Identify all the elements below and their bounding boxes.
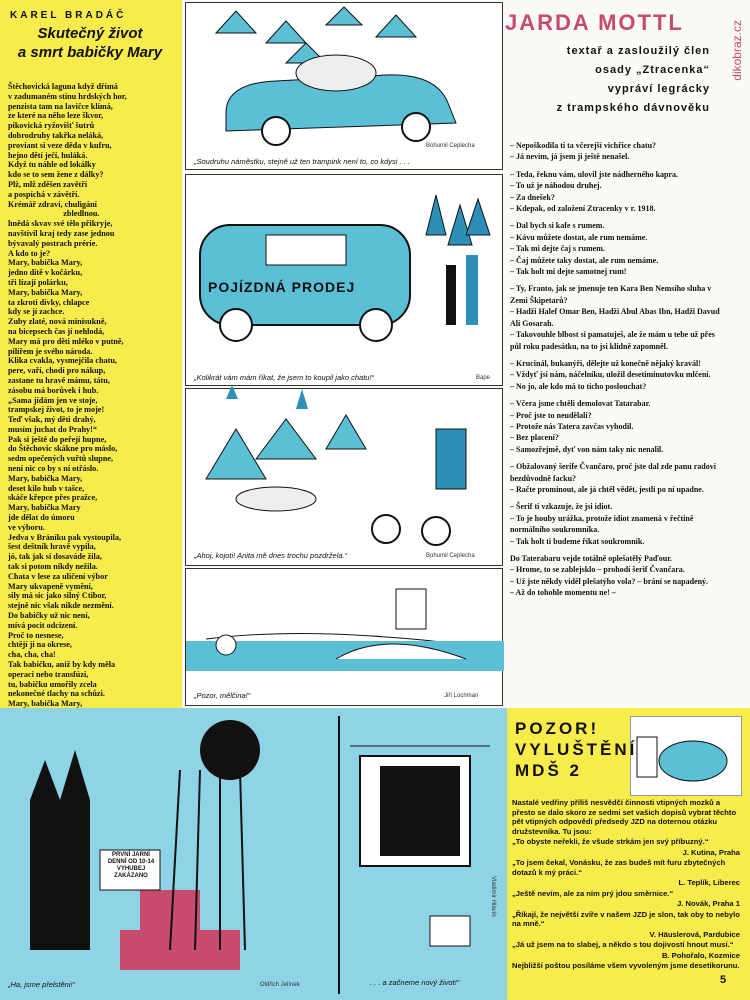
poem-line: na bicepsech čas jí nehlodá, xyxy=(8,326,105,336)
poem-line: dobrodruhy takřka neláká, xyxy=(8,130,104,140)
poem-line: „Sama jídám jen ve stoje, xyxy=(8,395,98,405)
poem-line: Chata v lese za uličení výbor xyxy=(8,571,108,581)
poem-line: není nic co by s ní otřáslo. xyxy=(8,464,99,474)
poem-line: skáče křepce přes pražce, xyxy=(8,493,98,503)
poem-line: hnědá skvav své tělo přikryje, xyxy=(8,219,113,229)
poem-line: zbledlnou. xyxy=(8,209,100,219)
cartoon-4-caption: „Pozor, mělčina!“ xyxy=(194,691,251,700)
joke: – Nepoškodila ti ta včerejší vichřice chatu? – Já nevím, já jsem ji ještě nenašel. xyxy=(510,141,657,162)
poem-line: Mary, babička Mary, xyxy=(8,258,83,268)
poem-line: Teď však, mý děti drahý, xyxy=(8,415,96,425)
cartoon-1-caption: „Soudruhu náměstku, stejně už ten trampink není to, co kdysi . . . xyxy=(194,157,410,166)
poem-line: stejně nic však nikde nezmění. xyxy=(8,601,114,611)
poem-line: Mary ukvapeně vymění, xyxy=(8,581,93,591)
poem-line: Mary má pro děti mléko v putně, xyxy=(8,336,124,346)
pozor-paragraph: Nastalé vedřiny příliš nesvědčí činnosti vtipných mozků a přesto se dalo skoro ze sedmi set vašich dopisů vybrat těchto pět vtipných odpovědí předsedy JZD na doternou otázku družstevníka. Tu jsou: xyxy=(512,798,737,836)
poem-line: ta zkrotí dívky, chlapce xyxy=(8,297,90,307)
joke: – Ty, Franto, jak se jmenuje ten Kara Ben Nemsího sluha v Zemi Škipetarů? – Hadži Halef Omar Ben, Hadži Abul Abas Ibn, Hadži Davud Ali Gosarah. – Takovouhle blbost si pamatuješ, ale že mám u tebe už přes půl roku padesátku, na to jsi klidně zapomněl. xyxy=(510,284,720,351)
poem-line: kdo se to sem žene z dálky? xyxy=(8,170,104,180)
poem-line: šest deštník hravě vypila, xyxy=(8,542,96,552)
cartoon-3-caption: „Ahoj, kojoti! Anita mě dnes trochu pozdržela.“ xyxy=(194,551,348,560)
poem-line: Plž, mlž zděšen zavětří xyxy=(8,179,88,189)
pozor-paragraph: „Ještě nevím, ale za ním prý jdou směrnice.“ xyxy=(512,888,674,898)
poem-line: tu, babičku umořily zcela xyxy=(8,679,97,689)
poem-line: v zadumaném stínu hrdských hor, xyxy=(8,91,127,101)
pozor-author: J. Kutina, Praha xyxy=(682,847,740,857)
pozor-paragraph: Nejbližší poštou posíláme všem vyvoleným jsme desetikorunu. xyxy=(512,961,740,970)
jarda-title: JARDA MOTTL xyxy=(505,10,684,35)
poem-line: operaci nebo transfúzi, xyxy=(8,669,89,679)
poem-line: kdy se jí zachce. xyxy=(8,307,65,317)
cartoon-1 xyxy=(185,2,503,170)
poem-line: musím juchat do Prahy!“ xyxy=(8,424,97,434)
poem-line: deset kilo hub v tašce, xyxy=(8,483,85,493)
pozor-author: J. Novák, Praha 1 xyxy=(677,899,740,908)
joke: – Teda, řeknu vám, ulovil jste nádherného kapra. – To už je náhodou druhej. – Za dnešek? – Kdepak, od založení Ztracenky v r. 1918. xyxy=(510,169,679,214)
pozor-paragraph: „Říkají, že největší zvíře v našem JZD je slon, tak oby to nebylo na mně.“ xyxy=(512,909,740,928)
poem-line: Štěchovická laguna když dřímá xyxy=(8,82,118,91)
cartoon-5 xyxy=(0,710,330,994)
poem-line: bývavalý postrach prérie. xyxy=(8,238,98,248)
joke: – Šerif ti vzkazuje, že jsi idiot. – To je houby urážka, protože idiot znamená v řečtině normálního soukromníka. – Tak holt ti budeme říkat soukromník. xyxy=(510,502,694,546)
poem-line: chtějí ji na okrese, xyxy=(8,640,72,650)
poem-line: nekonečné tlachy na schůzi. xyxy=(8,689,105,699)
jarda-subtitle-line: osady „Ztracenka“ xyxy=(595,64,710,76)
jokes-list xyxy=(510,140,720,605)
poem-line: jde dělat do úmoru xyxy=(8,513,75,523)
poem-line: tak si potom nikdy nežila. xyxy=(8,562,98,572)
page-number: 5 xyxy=(720,974,727,986)
poem-line: pilířem je svého národa. xyxy=(8,346,93,356)
poem-line: pere, vaří, chodí pro nákup, xyxy=(8,366,106,376)
poem-line: Mary, babička Mary, xyxy=(8,287,83,297)
poem-line: Jedva v Bráníku pak vystoupila, xyxy=(8,532,122,542)
poem-line: Klika cvakla, vysmejčila chatu, xyxy=(8,356,117,366)
poem-title: Skutečný život a smrt babičky Mary xyxy=(17,25,163,61)
poem-line: Mary, babička Mary xyxy=(8,503,81,513)
poem-line: jedno dítě v kočárku, xyxy=(8,268,83,278)
site-watermark: dikobraz.cz xyxy=(730,20,744,81)
poem-line: zásobu má borůvek i hub. xyxy=(8,385,99,395)
cartoon-2 xyxy=(185,174,503,386)
cartoon-3-credit: Bohumil Ceplecha xyxy=(426,553,475,559)
cartoon-6-caption: . . . a začneme nový život!“ xyxy=(370,978,460,987)
poem-line: hejno dětí ječí, huláká. xyxy=(8,150,88,160)
poem-line: Když tu náhle od lokálky xyxy=(8,160,96,170)
poem-author: KAREL BRADÁČ xyxy=(10,10,127,21)
poem-line: ze které na něho leze škvor, xyxy=(8,111,104,121)
joke: – Dal bych si kafe s rumem. – Kávu můžete dostat, ale rum nemáme. – Tak mi dejte čaj s rumem. – Čaj můžete taky dostat, ale rum nemáme. – Tak holt mi dejte samotnej rum! xyxy=(510,221,659,277)
joke: – Obžalovaný šerife Čvančaro, proč jste dal zde panu radovi bezdůvodně facku? – Račte prominout, ale já chtěl vědět, jestli po ní upadne. xyxy=(510,462,716,494)
poem-line: Proč to nesnese, xyxy=(8,630,64,640)
poem-line: Pak si ještě do peřejí hupne, xyxy=(8,434,107,444)
poem-body xyxy=(8,82,178,709)
poem-line: do Štěchovic skákne pro máslo, xyxy=(8,444,118,454)
poem-line: jó, tak jak si dosaváde žila, xyxy=(8,552,102,562)
pozor-paragraph: „Já už jsem na to slabej, a někdo s tou dojivostí hnout musí.“ xyxy=(512,940,734,949)
cartoon-3 xyxy=(185,388,503,566)
cartoon-5-sign: PRVNÍ JARNÍ DENNÍ OD 10-14 VYHUBEJ ZAKÁZANO xyxy=(107,852,155,879)
joke: – Krucinál, bukanýři, dělejte už konečně nějaký kravál! – Vždyť jsi nám, náčelníku, uložil desetiminutovku mlčení. – No jo, ale kdo má to ticho poslouchat? xyxy=(510,358,711,391)
poem-line: proviant si veze děda v kufru, xyxy=(8,140,112,150)
poem-line: Do babičky už nic není, xyxy=(8,611,90,621)
joke: – Včera jsme chtěli demolovat Tatarabar. – Proč jste to neudělali? – Protože nás Tatera zavčas vyhodil. – Bez placení? – Samozřejmě, dyť von nám taky nic nenalil. xyxy=(510,399,664,454)
poem-line: sily má sic jako silný Ctibor, xyxy=(8,591,107,601)
poem-line: penzista tam na lavičce klímá, xyxy=(8,101,113,111)
pozor-title: POZOR! VYLUŠTĚNÍ MDŠ 2 xyxy=(515,719,638,780)
cartoon-5-credit: Oldřich Jelínek xyxy=(260,982,300,988)
poem-line: Zuby zlaté, nová minisukně, xyxy=(8,317,107,327)
pozor-paragraph: „To jsem čekal, Vonásku, že zas budeš mít furu zbytečných dotazů k mý práci.“ xyxy=(512,858,726,877)
pozor-author: V. Häuslerová, Pardubice xyxy=(649,929,740,939)
poem-line: Krémář zdraví, chuligání xyxy=(8,199,97,209)
poem-line: A kdo to je? xyxy=(8,248,51,258)
cartoon-2-credit: Bape xyxy=(476,375,491,381)
jarda-subtitle-line: textař a zasloužilý člen xyxy=(566,45,710,57)
poem-line: Mary, babička Mary, xyxy=(8,699,83,709)
cartoon-2-caption: „Kolikrát vám mám říkat, že jsem to koupil jako chatu!“ xyxy=(194,373,375,382)
cartoon-6 xyxy=(338,716,504,994)
cartoon-2-sign: POJÍZDNÁ PRODEJ xyxy=(208,279,356,295)
poem-line: navštívil kraj tedy zase jednou xyxy=(8,228,115,238)
poem-line: sedm opečených vuřtů slupne, xyxy=(8,454,114,464)
poem-line: trampskej život, to je moje! xyxy=(8,405,105,415)
poem-line: Tak babičku, aniž by kdy měla xyxy=(8,660,116,670)
poem-line: Mary, babička Mary, xyxy=(8,473,83,483)
cartoon-4 xyxy=(185,568,503,706)
poem-line: zastane tu hravě mámu, tátu, xyxy=(8,375,110,385)
cartoon-5-caption: „Ha, jsme přelstěni!“ xyxy=(8,980,76,989)
jarda-subtitle-line: vypráví legrácky xyxy=(607,83,710,95)
jarda-subtitle xyxy=(510,42,710,118)
pozor-body xyxy=(512,798,740,972)
jarda-subtitle-line: z trampského dávnověku xyxy=(556,102,710,114)
poem-line: a pospíchá v závětří. xyxy=(8,189,80,199)
poem-line: cha, cha, cha! xyxy=(8,650,56,660)
pozor-author: B. Pohořalo, Kozmice xyxy=(661,950,740,960)
pozor-cartoon xyxy=(630,716,742,796)
cartoon-4-credit: Jiří Lochman xyxy=(444,693,479,699)
pozor-paragraph: „To obyste neřekli, že všude strkám jen svý příbuzný.“ xyxy=(512,837,709,846)
poem-line: tři lízají polárku, xyxy=(8,277,68,287)
cartoon-1-credit: Bohumil Ceplecha xyxy=(426,143,475,149)
joke: Do Taterabaru vejde totálně oplešatělý Paďour. – Hrome, to se zablejsklo – prohodí šerif Čvančara. – Už jste někdy viděl plešatýho vola? – brání se napadený. – Až do tohohle momentu ne! – xyxy=(510,554,709,598)
pozor-author: L. Teplík, Liberec xyxy=(678,878,740,887)
poem-line: pikovická ryžovišť šutrů xyxy=(8,121,95,131)
poem-line: mívá pocit odcizení. xyxy=(8,620,78,630)
poem-line: ve výboru. xyxy=(8,522,45,532)
cartoon-6-credit: Vladimír Hlavín xyxy=(490,876,496,917)
